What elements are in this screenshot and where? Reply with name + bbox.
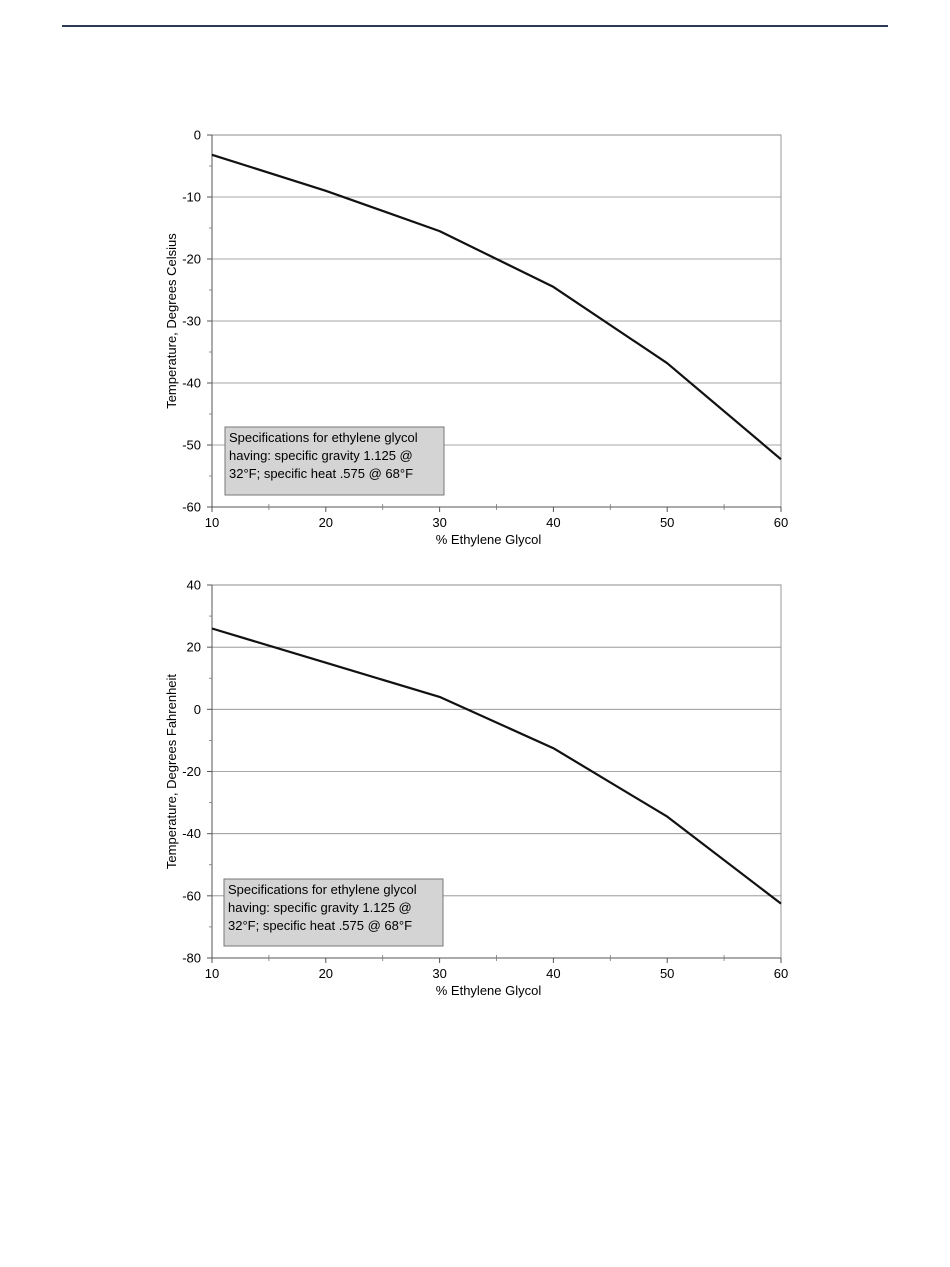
annotation-line: Specifications for ethylene glycol <box>229 430 418 445</box>
x-tick-label: 40 <box>546 515 561 530</box>
y-tick-label: -20 <box>182 764 201 779</box>
y-tick-label: -60 <box>182 888 201 904</box>
annotation-line: 32°F; specific heat .575 @ 68°F <box>228 918 413 933</box>
x-tick-label: 60 <box>773 515 789 530</box>
y-tick-label: 20 <box>186 639 201 655</box>
x-axis-title: % Ethylene Glycol <box>435 532 542 547</box>
y-tick-label: -30 <box>182 313 201 329</box>
x-tick-label: 20 <box>318 515 334 530</box>
y-tick-label: 0 <box>193 127 201 143</box>
y-tick-label: -10 <box>182 189 201 205</box>
y-tick-label: -20 <box>182 251 201 267</box>
x-tick-label: 40 <box>546 966 561 981</box>
y-tick-label: 40 <box>186 577 201 593</box>
x-tick-label: 60 <box>773 966 789 981</box>
y-tick-label: -40 <box>182 826 201 842</box>
x-tick-label: 30 <box>432 966 447 981</box>
x-tick-label: 50 <box>659 515 675 530</box>
x-axis-title: % Ethylene Glycol <box>435 983 542 998</box>
x-tick-label: 20 <box>318 966 334 981</box>
annotation-line: Specifications for ethylene glycol <box>228 882 417 897</box>
y-axis-title: Temperature, Degrees Fahrenheit <box>164 673 179 870</box>
y-tick-label: -50 <box>182 437 201 453</box>
annotation-line: 32°F; specific heat .575 @ 68°F <box>229 466 414 481</box>
y-tick-label: 0 <box>193 701 201 717</box>
x-tick-label: 50 <box>659 966 675 981</box>
x-tick-label: 10 <box>204 966 220 981</box>
annotation-line: having: specific gravity 1.125 @ <box>229 448 413 463</box>
y-tick-label: -40 <box>182 375 201 391</box>
x-tick-label: 30 <box>432 515 447 530</box>
annotation-line: having: specific gravity 1.125 @ <box>228 900 412 915</box>
x-tick-label: 10 <box>204 515 220 530</box>
y-tick-label: -60 <box>182 499 201 515</box>
y-axis-title: Temperature, Degrees Celsius <box>164 233 179 409</box>
y-tick-label: -80 <box>182 950 201 966</box>
